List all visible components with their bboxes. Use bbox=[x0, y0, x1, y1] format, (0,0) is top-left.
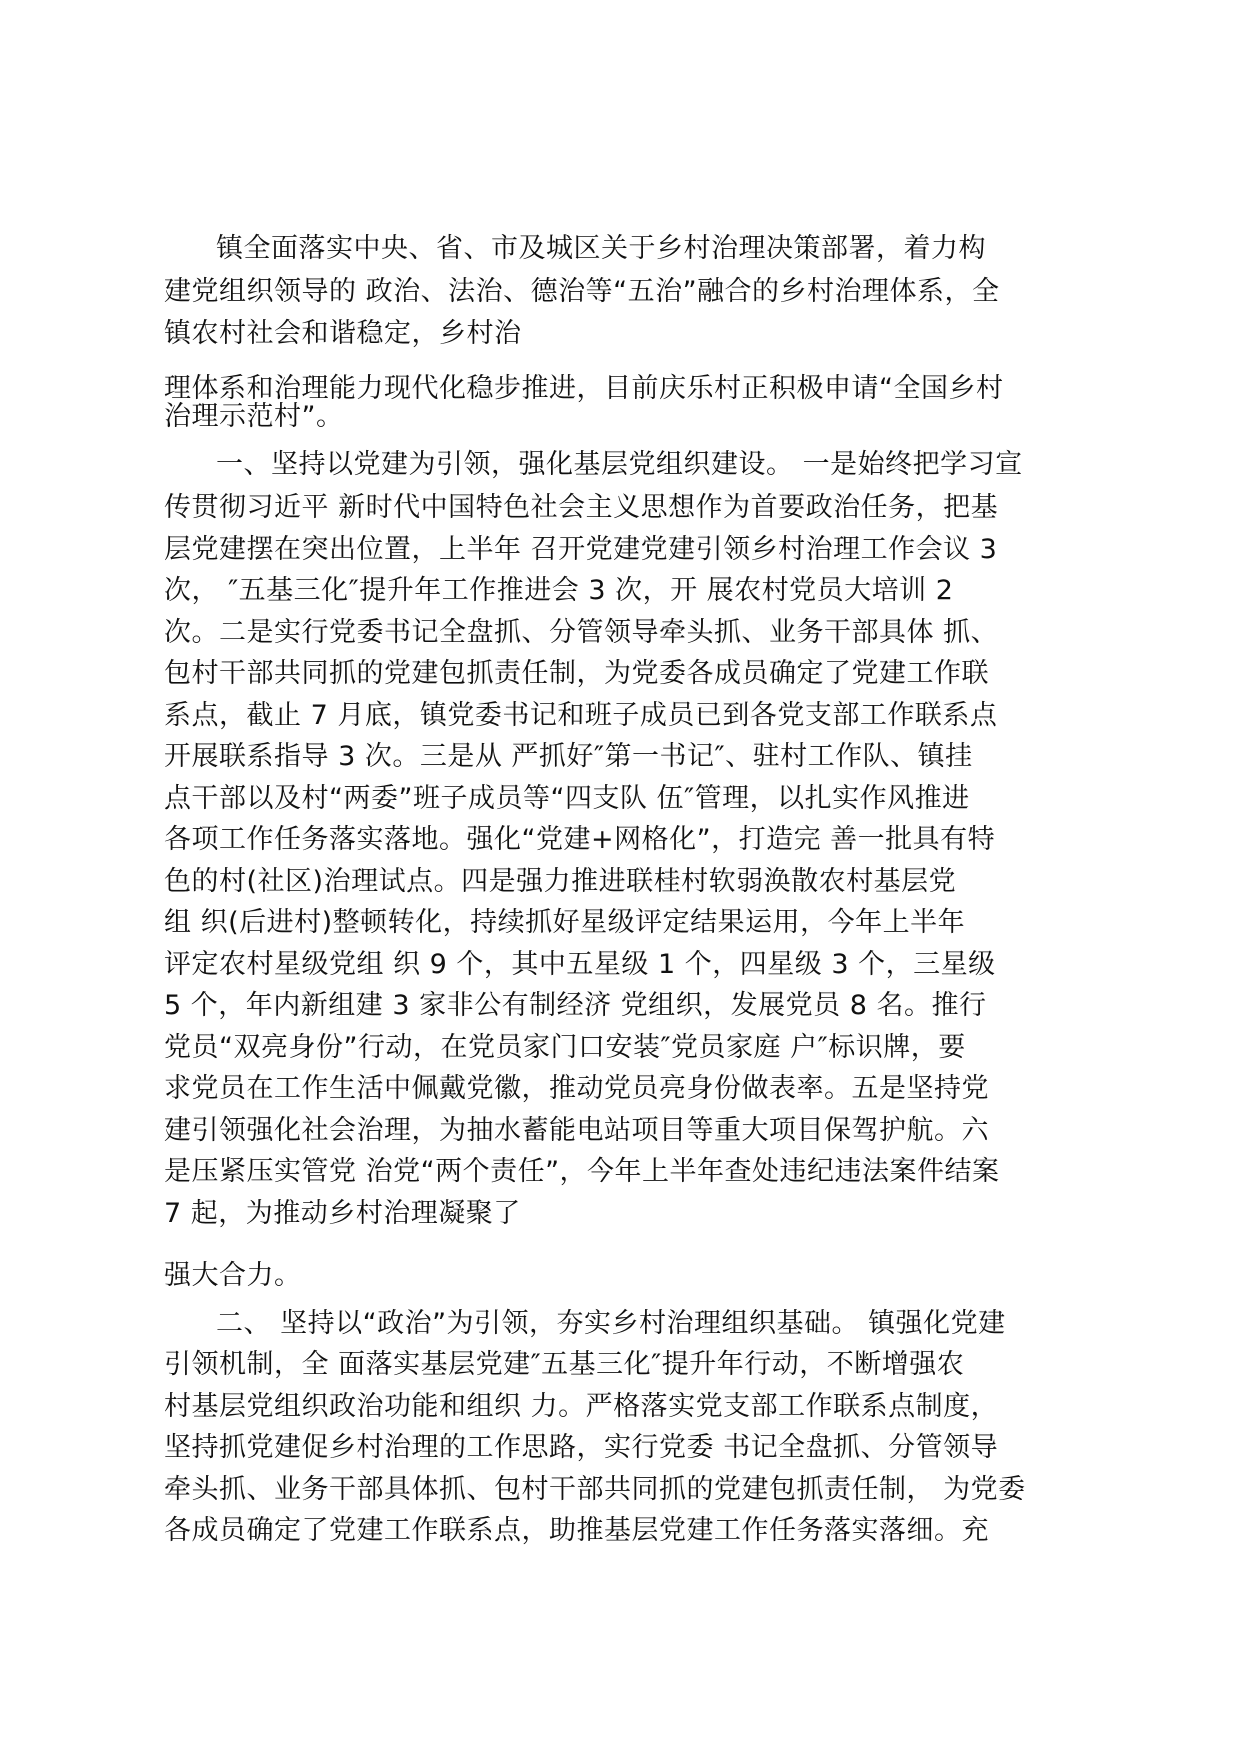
body-text-line: 坚持抓党建促乡村治理的工作思路，实行党委 书记全盘抓、分管领导 bbox=[164, 1432, 999, 1463]
body-text-line: 治理示范村”。 bbox=[164, 401, 344, 432]
body-text-line: 镇农村社会和谐稳定，乡村治 bbox=[164, 318, 522, 349]
body-text-line: 求党员在工作生活中佩戴党徽，推动党员亮身份做表率。五是坚持党 bbox=[164, 1073, 989, 1104]
body-text-line: 7 起，为推动乡村治理凝聚了 bbox=[164, 1198, 521, 1229]
body-text-line: 包村干部共同抓的党建包抓责任制，为党委各成员确定了党建工作联 bbox=[164, 658, 989, 689]
body-text-line: 评定农村星级党组 织 9 个，其中五星级 1 个，四星级 3 个，三星级 bbox=[164, 949, 996, 980]
body-text-line: 5 个，年内新组建 3 家非公有制经济 党组织，发展党员 8 名。推行 bbox=[164, 990, 987, 1021]
body-text-line: 层党建摆在突出位置，上半年 召开党建党建引领乡村治理工作会议 3 bbox=[164, 534, 998, 565]
body-text-line: 各成员确定了党建工作联系点，助推基层党建工作任务落实落细。充 bbox=[164, 1515, 989, 1546]
body-text-line: 镇全面落实中央、省、市及城区关于乡村治理决策部署，着力构 bbox=[216, 233, 986, 264]
body-text-line: 色的村(社区)治理试点。四是强力推进联桂村软弱涣散农村基层党 bbox=[164, 866, 957, 897]
body-text-line: 村基层党组织政治功能和组织 力。严格落实党支部工作联系点制度， bbox=[164, 1391, 999, 1422]
body-text-line: 建引领强化社会治理，为抽水蓄能电站项目等重大项目保驾护航。六 bbox=[164, 1115, 989, 1146]
body-text-line: 点干部以及村“两委”班子成员等“四支队 伍″管理，以扎实作风推进 bbox=[164, 783, 970, 814]
body-text-line: 是压紧压实管党 治党“两个责任”，今年上半年查处违纪违法案件结案 bbox=[164, 1156, 1000, 1187]
body-text-line: 一、坚持以党建为引领，强化基层党组织建设。 一是始终把学习宣 bbox=[216, 449, 1023, 480]
body-text-line: 次。二是实行党委书记全盘抓、分管领导牵头抓、业务干部具体 抓、 bbox=[164, 617, 999, 648]
body-text-line: 二、 坚持以“政治”为引领，夯实乡村治理组织基础。 镇强化党建 bbox=[216, 1308, 1006, 1339]
body-text-line: 组 织(后进村)整顿转化，持续抓好星级评定结果运用，今年上半年 bbox=[164, 907, 966, 938]
body-text-line: 次， ″五基三化″提升年工作推进会 3 次，开 展农村党员大培训 2 bbox=[164, 575, 954, 606]
body-text-line: 党员“双亮身份”行动，在党员家门口安装″党员家庭 户″标识牌，要 bbox=[164, 1032, 966, 1063]
body-text-line: 系点，截止 7 月底，镇党委书记和班子成员已到各党支部工作联系点 bbox=[164, 700, 998, 731]
body-text-line: 开展联系指导 3 次。三是从 严抓好″第一书记″、驻村工作队、镇挂 bbox=[164, 741, 973, 772]
body-text-line: 强大合力。 bbox=[164, 1260, 302, 1291]
body-text-line: 各项工作任务落实落地。强化“党建+网格化”，打造完 善一批具有特 bbox=[164, 824, 996, 855]
body-text-line: 建党组织领导的 政治、法治、德治等“五治”融合的乡村治理体系，全 bbox=[164, 276, 1000, 307]
body-text-line: 牵头抓、业务干部具体抓、包村干部共同抓的党建包抓责任制， 为党委 bbox=[164, 1474, 1026, 1505]
body-text-line: 理体系和治理能力现代化稳步推进，目前庆乐村正积极申请“全国乡村 bbox=[164, 373, 1004, 404]
body-text-line: 传贯彻习近平 新时代中国特色社会主义思想作为首要政治任务，把基 bbox=[164, 492, 999, 523]
body-text-line: 引领机制，全 面落实基层党建″五基三化″提升年行动，不断增强农 bbox=[164, 1349, 965, 1380]
